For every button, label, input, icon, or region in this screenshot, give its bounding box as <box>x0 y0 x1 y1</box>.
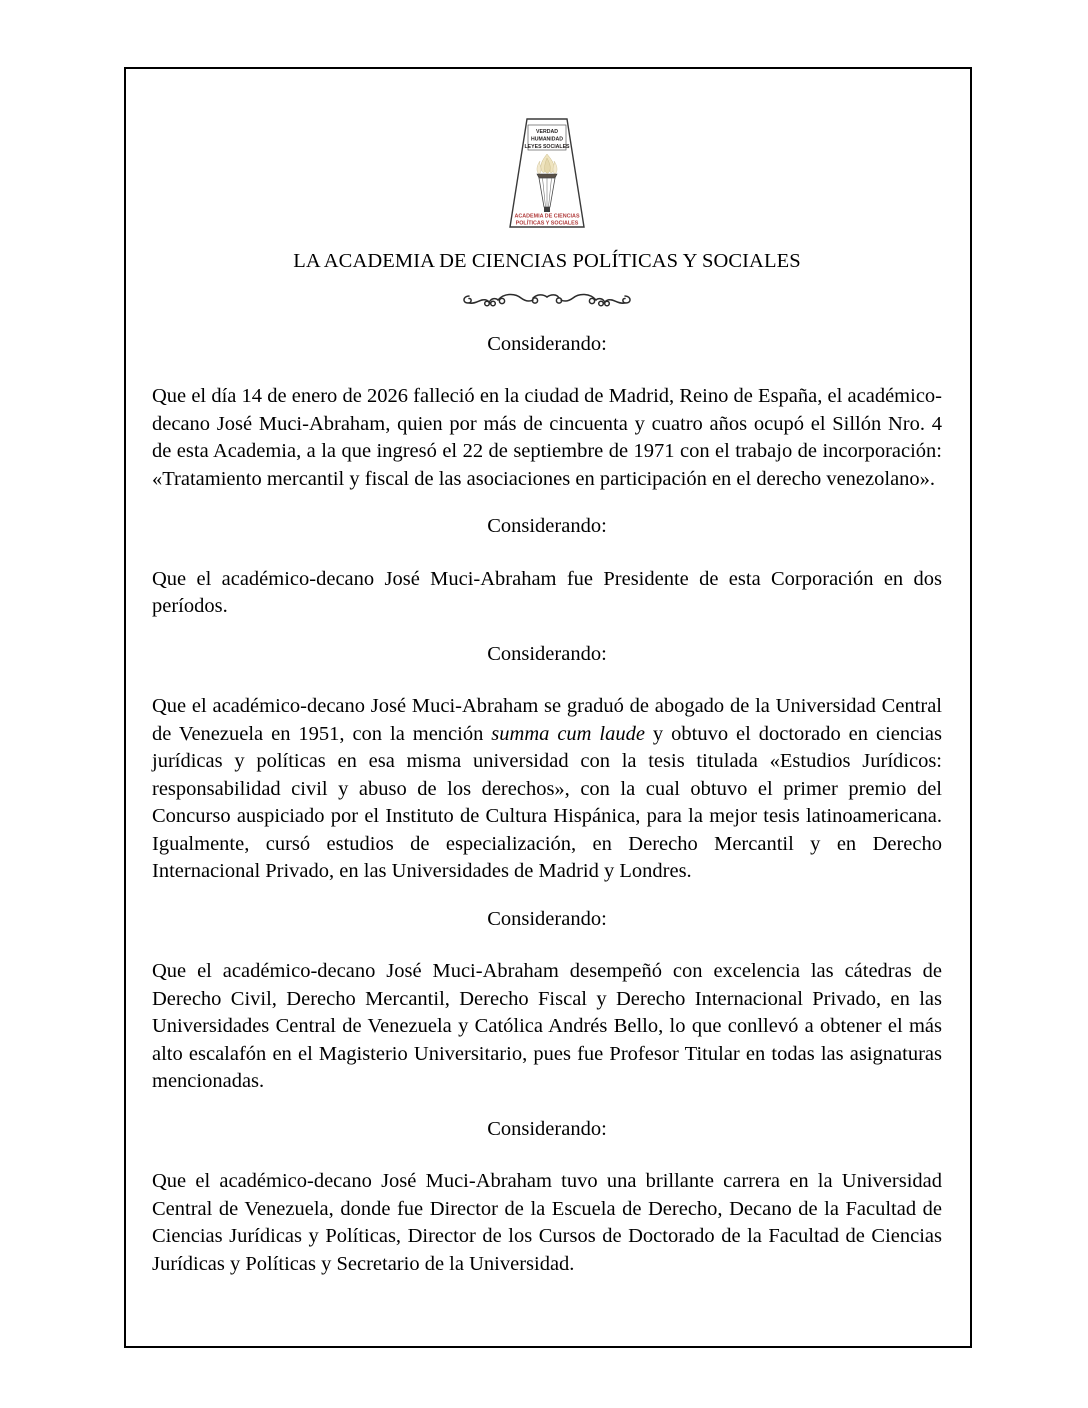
emblem-graphic <box>504 117 590 229</box>
considerando-paragraph: Que el día 14 de enero de 2026 falleció en la ciudad de Madrid, Reino de España, el académico-decano José Muci-Abraham, quien por más de cincuenta y cuatro años ocupó el Sillón Nro. 4 de esta Academia, a la que ingresó el 22 de septiembre de 1971 con el trabajo de incorporación: «Tratamiento mercantil y fiscal de las asociaciones en participación en el derecho venezolano». <box>152 385 942 490</box>
considerando-heading: Considerando: <box>487 642 607 665</box>
page-title: LA ACADEMIA DE CIENCIAS POLÍTICAS Y SOCIALES <box>293 250 801 272</box>
considerando-paragraph: Que el académico-decano José Muci-Abraham tuvo una brillante carrera en la Universidad Central de Venezuela, donde fue Director de la Escuela de Derecho, Decano de la Facultad de Ciencias Jurídicas y Políticas, Director de los Cursos de Doctorado de la Facultad de Ciencias Jurídicas y Políticas y Secretario de la Universidad. <box>152 1170 942 1275</box>
considerando-heading: Considerando: <box>487 1117 607 1140</box>
flourish-divider-ornament <box>152 287 942 311</box>
considerando-paragraph: Que el académico-decano José Muci-Abraham fue Presidente de esta Corporación en dos períodos. <box>152 567 942 618</box>
considerando-block <box>152 907 942 1096</box>
svg-text:LEYES SOCIALES: LEYES SOCIALES <box>524 144 570 150</box>
considerando-heading: Considerando: <box>487 332 607 355</box>
page-content-area <box>152 69 942 1346</box>
svg-text:VERDAD: VERDAD <box>536 129 558 135</box>
considerando-block <box>152 332 942 494</box>
considerando-block <box>152 514 942 621</box>
svg-text:ACADEMIA DE CIENCIAS: ACADEMIA DE CIENCIAS <box>514 213 580 220</box>
academy-emblem <box>152 117 942 229</box>
svg-text:POLÍTICAS Y SOCIALES: POLÍTICAS Y SOCIALES <box>515 220 579 227</box>
considerando-paragraph: Que el académico-decano José Muci-Abraham se graduó de abogado de la Universidad Central de Venezuela en 1951, con la mención summa cum laude y obtuvo el doctorado en ciencias jurídicas y políticas en esa misma universidad con la tesis titulada «Estudios Jurídicos: responsabilidad civil y abuso de los derechos», con la cual obtuvo el primer premio del Concurso auspiciado por el Instituto de Cultura Hispánica, para la mejor tesis latinoamericana. Igualmente, cursó estudios de especialización, en Derecho Mercantil y en Derecho Internacional Privado, en las Universidades de Madrid y Londres. <box>152 695 942 883</box>
svg-text:HUMANIDAD: HUMANIDAD <box>531 136 563 143</box>
considerando-block <box>152 1117 942 1279</box>
considerando-heading: Considerando: <box>487 907 607 930</box>
considerando-paragraph: Que el académico-decano José Muci-Abraham desempeñó con excelencia las cátedras de Derecho Civil, Derecho Mercantil, Derecho Fiscal y Derecho Internacional Privado, en las Universidades Central de Venezuela y Católica Andrés Bello, lo que conllevó a obtener el más alto escalafón en el Magisterio Universitario, pues fue Profesor Titular en todas las asignaturas mencionadas. <box>152 960 942 1093</box>
document-page <box>124 67 972 1348</box>
considerando-block <box>152 642 942 886</box>
considerando-heading: Considerando: <box>487 515 607 538</box>
